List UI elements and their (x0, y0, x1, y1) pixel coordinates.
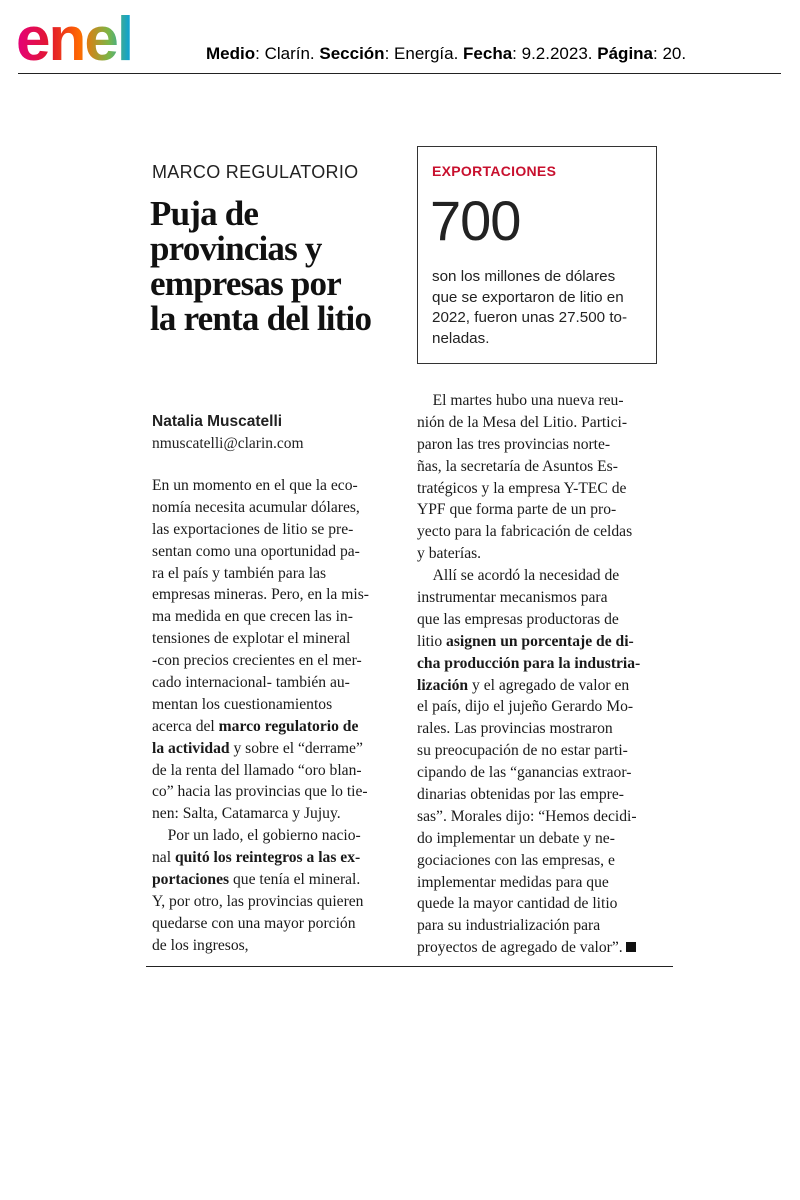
body-line: Y, por otro, las provincias quieren (152, 892, 364, 910)
body-line: nal quitó los reintegros a las ex- (152, 849, 361, 867)
author-email: nmuscatelli@clarin.com (152, 435, 304, 452)
body-line: En un momento en el que la eco- (152, 477, 358, 494)
metadata-line: Medio: Clarín. Sección: Energía. Fecha: 9.2.2023. Página: 20. (206, 44, 687, 63)
body-line: implementar medidas para que (417, 873, 609, 891)
body-line: para su industrialización para (417, 917, 601, 935)
body-line: el país, dijo el jujeño Gerardo Mo- (417, 698, 634, 716)
body-line: la actividad y sobre el “derrame” (152, 739, 363, 757)
body-line: quede la mayor cantidad de litio (417, 895, 618, 913)
pagina-label: Página (597, 44, 654, 63)
body-line: ma medida en que crecen las in- (152, 608, 353, 626)
factbox-kicker: EXPORTACIONES (432, 163, 557, 179)
body-line: instrumentar mecanismos para (417, 589, 608, 607)
body-column-left (152, 475, 396, 957)
body-line: su preocupación de no estar parti- (417, 742, 628, 760)
body-line: ra el país y también para las (152, 564, 327, 582)
seccion-label: Sección (319, 44, 385, 63)
body-line: que las empresas productoras de (417, 610, 619, 628)
header-divider (18, 73, 781, 74)
factbox-line: que se exportaron de litio en (432, 288, 624, 306)
body-line: mentan los cuestionamientos (152, 695, 333, 713)
body-line: nomía necesita acumular dólares, (152, 498, 360, 516)
seccion-value: Energía. (394, 44, 459, 63)
body-line: cado internacional- también au- (152, 674, 350, 692)
fecha-value: 9.2.2023. (521, 44, 593, 63)
body-line: cipando de las “ganancias extraor- (417, 764, 632, 782)
bold-run: asignen un porcentaje de di- (446, 632, 634, 650)
footer-divider (146, 966, 673, 967)
factbox-line: neladas. (432, 329, 490, 347)
body-line: do implementar un debate y ne- (417, 829, 615, 847)
body-line: yecto para la fabricación de celdas (417, 523, 633, 541)
headline-line: Puja de (150, 194, 259, 233)
body-line: acerca del marco regulatorio de (152, 717, 359, 735)
body-line: de la renta del llamado “oro blan- (152, 761, 362, 779)
medio-value: Clarín. (264, 44, 315, 63)
body-line: dinarias obtenidas por las empre- (417, 786, 624, 804)
body-line: nión de la Mesa del Litio. Partici- (417, 413, 628, 431)
body-line: rales. Las provincias mostraron (417, 720, 613, 738)
body-line: tratégicos y la empresa Y-TEC de (417, 479, 627, 497)
body-line: sas”. Morales dijo: “Hemos decidi- (417, 807, 637, 825)
enel-logo (16, 6, 180, 70)
body-line: sentan como una oportunidad pa- (152, 542, 360, 560)
factbox-line: son los millones de dólares (432, 268, 616, 285)
body-line: de los ingresos, (152, 936, 249, 954)
exports-factbox (417, 146, 657, 364)
factbox-figure: 700 (430, 189, 521, 252)
body-line: portaciones que tenía el mineral. (152, 871, 361, 889)
bold-run: quitó los reintegros a las ex- (174, 849, 361, 867)
body-line (417, 653, 661, 675)
headline-line: provincias y (150, 229, 322, 268)
body-line: gociaciones con las empresas, e (417, 851, 615, 869)
fecha-label: Fecha (463, 44, 513, 63)
body-line: lización y el agregado de valor en (417, 676, 630, 694)
body-column-right (417, 390, 661, 959)
bold-run: portaciones (152, 871, 230, 889)
bold-run: la actividad (152, 739, 230, 757)
medio-label: Medio (206, 44, 256, 63)
bold-run: lización (417, 676, 469, 694)
headline-line: empresas por (150, 264, 341, 303)
body-line: paron las tres provincias norte- (417, 435, 611, 453)
factbox-line: 2022, fueron unas 27.500 to- (432, 309, 628, 326)
headline-line: la renta del litio (150, 299, 372, 338)
body-line: quedarse con una mayor porción (152, 914, 356, 932)
body-line: Por un lado, el gobierno nacio- (152, 827, 361, 845)
body-line: ñas, la secretaría de Asuntos Es- (417, 457, 618, 475)
body-line: YPF que forma parte de un pro- (417, 501, 617, 519)
body-line: tensiones de explotar el mineral (152, 630, 351, 648)
body-line: Allí se acordó la necesidad de (417, 567, 620, 585)
author-name: Natalia Muscatelli (152, 413, 283, 430)
logo-text: enel (16, 6, 133, 70)
body-line: empresas mineras. Pero, en la mis- (152, 586, 369, 604)
pagina-value: 20. (662, 44, 687, 63)
bold-run: cha producción para la industria- (417, 654, 641, 672)
body-line: proyectos de agregado de valor”. (417, 937, 661, 959)
body-line: las exportaciones de litio se pre- (152, 520, 354, 538)
end-of-article-mark (626, 942, 636, 952)
body-line: nen: Salta, Catamarca y Jujuy. (152, 805, 341, 823)
headline (150, 196, 410, 336)
body-line: -con precios crecientes en el mer- (152, 652, 362, 670)
section-label: MARCO REGULATORIO (152, 162, 359, 182)
body-line: co” hacia las provincias que lo tie- (152, 783, 368, 801)
factbox-text (432, 267, 652, 349)
body-line: y baterías. (417, 545, 482, 563)
body-line: El martes hubo una nueva reu- (417, 392, 624, 409)
body-line: litio asignen un porcentaje de di- (417, 632, 634, 650)
bold-run: marco regulatorio de (218, 717, 359, 735)
